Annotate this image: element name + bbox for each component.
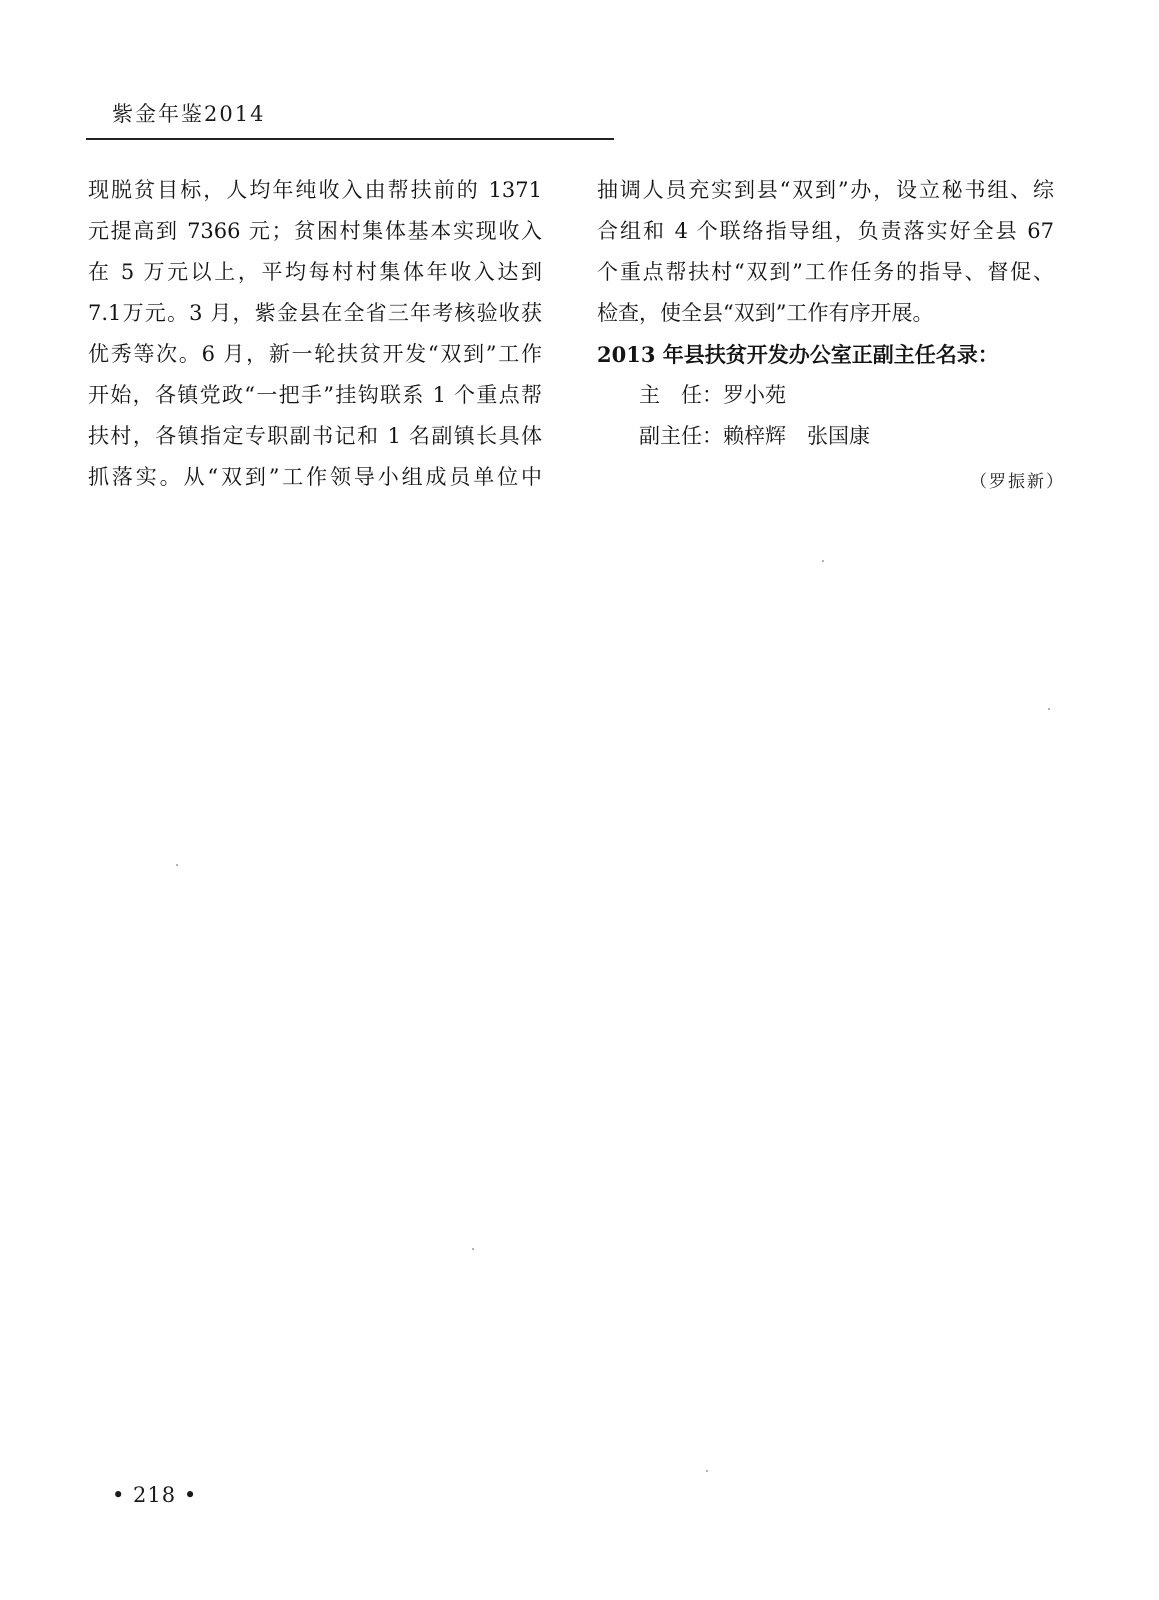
body-line: 优秀等次。6 月，新一轮扶贫开发“双到”工作 [88,342,542,366]
deputy-label: 副主任： [639,424,723,448]
body-line: 开始，各镇党政“一把手”挂钩联系 1 个重点帮 [88,383,542,407]
body-line: 合组和 4 个联络指导组，负责落实好全县 67 [597,219,1054,243]
body-line: 7.1万元。3 月，紫金县在全省三年考核验收获 [88,301,542,325]
body-line: 抓落实。从“双到”工作领导小组成员单位中 [88,465,542,489]
body-line: 扶村，各镇指定专职副书记和 1 名副镇长具体 [88,424,542,448]
body-line: 元提高到 7366 元；贫困村集体基本实现收入 [88,219,542,243]
scan-speck [472,1248,474,1250]
header-rule [86,138,614,140]
left-column [88,170,542,498]
director-name: 罗小苑 [723,383,786,407]
deputy-names: 赖梓辉 张国康 [723,424,870,448]
author-byline: （罗振新） [970,472,1065,492]
running-header: 紫金年鉴2014 [112,102,266,126]
director-label: 主 任： [639,383,723,407]
body-line: 检查，使全县“双到”工作有序开展。 [597,301,934,325]
roster-row-director [597,375,1054,416]
roster-row-deputy [597,416,1054,457]
body-line: 抽调人员充实到县“双到”办，设立秘书组、综 [597,178,1054,202]
scan-speck [706,1470,708,1472]
body-line: 个重点帮扶村“双到”工作任务的指导、督促、 [597,260,1054,284]
scan-speck [176,864,178,866]
body-line: 现脱贫目标，人均年纯收入由帮扶前的 1371 [88,178,542,202]
right-column [597,170,1054,457]
body-line: 在 5 万元以上，平均每村村集体年收入达到 [88,260,542,284]
page-number: • 218 • [112,1483,198,1507]
scan-speck [1048,708,1050,710]
scan-speck [822,560,824,562]
roster-title: 2013 年县扶贫开发办公室正副主任名录： [597,342,999,367]
